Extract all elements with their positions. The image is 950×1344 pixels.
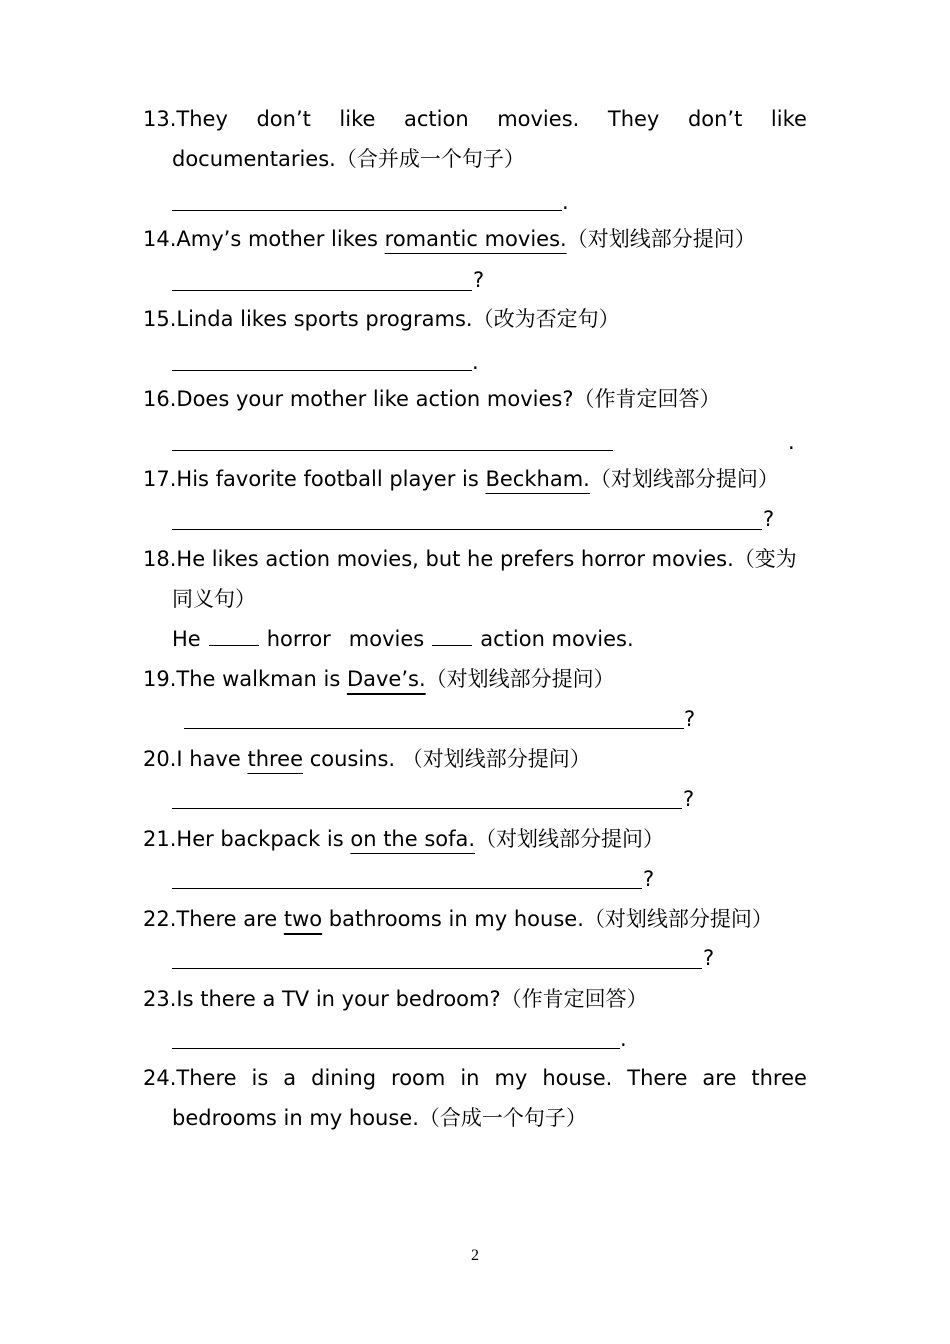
word: 24.There xyxy=(143,1066,237,1090)
word: don’t xyxy=(687,107,743,131)
q19-underlined-part: Dave’s. xyxy=(346,667,426,691)
q17-text: 17.His favorite football player is xyxy=(143,467,486,491)
q21-underlined-part: on the sofa. xyxy=(350,827,476,851)
q17-answer-blank[interactable] xyxy=(172,529,762,530)
word: 13.They xyxy=(143,107,228,131)
q17-end-mark: ? xyxy=(763,507,775,531)
q18-question-line1: 18.He likes action movies, but he prefers horror movies.（变为 xyxy=(143,547,797,571)
q21-text: 21.Her backpack is xyxy=(143,827,351,851)
q15-end-mark: . xyxy=(472,350,479,374)
q14-text: 14.Amy’s mother likes xyxy=(143,227,385,251)
q18-blank-1[interactable] xyxy=(209,625,259,646)
q13-line2: documentaries.（合并成一个句子） xyxy=(172,147,525,171)
q24-line2: bedrooms in my house.（合成一个句子） xyxy=(172,1106,587,1130)
q13-end-mark: . xyxy=(562,190,569,214)
word: a xyxy=(283,1066,297,1090)
q13-line1 xyxy=(143,105,807,133)
q19-question xyxy=(143,665,615,693)
q19-instruction: （对划线部分提问） xyxy=(425,667,615,691)
q20-instruction: cousins. （对划线部分提问） xyxy=(303,747,591,771)
q18-answer-word: horror xyxy=(266,627,331,651)
word: action xyxy=(404,107,469,131)
word: like xyxy=(339,107,376,131)
word: room xyxy=(391,1066,446,1090)
q18-answer-line xyxy=(172,625,634,653)
q24-line1 xyxy=(143,1064,807,1092)
word: are xyxy=(702,1066,737,1090)
q23-question: 23.Is there a TV in your bedroom?（作肯定回答） xyxy=(143,987,648,1011)
word: There xyxy=(627,1066,688,1090)
q15-question: 15.Linda likes sports programs.（改为否定句） xyxy=(143,307,620,331)
q21-instruction: （对划线部分提问） xyxy=(475,827,665,851)
word: like xyxy=(770,107,807,131)
q22-end-mark: ? xyxy=(703,946,715,970)
word: in xyxy=(460,1066,480,1090)
q18-answer-word: He xyxy=(172,627,201,651)
q20-text: 20.I have xyxy=(143,747,248,771)
q16-question: 16.Does your mother like action movies?（作肯定回答） xyxy=(143,387,721,411)
q16-end-mark: . xyxy=(788,430,795,454)
q14-answer-blank[interactable] xyxy=(172,290,472,291)
q14-underlined-part: romantic movies. xyxy=(384,227,567,251)
q14-end-mark: ? xyxy=(473,268,485,292)
q17-underlined-part: Beckham. xyxy=(485,467,590,491)
q18-blank-2[interactable] xyxy=(432,625,472,646)
word: dining xyxy=(311,1066,377,1090)
q21-answer-blank[interactable] xyxy=(172,888,642,889)
q13-answer-blank[interactable] xyxy=(172,210,562,211)
word: They xyxy=(607,107,660,131)
q20-underlined-part: three xyxy=(247,747,304,771)
q20-question xyxy=(143,745,591,773)
q23-end-mark: . xyxy=(620,1027,627,1051)
q17-question xyxy=(143,465,779,493)
q16-answer-blank[interactable] xyxy=(172,450,613,451)
q19-answer-blank[interactable] xyxy=(184,728,684,729)
q22-question xyxy=(143,905,773,933)
q23-answer-blank[interactable] xyxy=(172,1048,620,1049)
q22-instruction: bathrooms in my house.（对划线部分提问） xyxy=(322,907,773,931)
q22-underlined-part: two xyxy=(283,907,323,931)
q17-instruction: （对划线部分提问） xyxy=(589,467,779,491)
q15-answer-blank[interactable] xyxy=(172,370,472,371)
page-number: 2 xyxy=(471,1247,479,1264)
q20-answer-blank[interactable] xyxy=(172,808,682,809)
word: house. xyxy=(542,1066,613,1090)
word: my xyxy=(494,1066,528,1090)
q20-end-mark: ? xyxy=(683,787,695,811)
q19-end-mark: ? xyxy=(684,707,696,731)
q18-question-line2: 同义句） xyxy=(172,587,256,611)
q21-question xyxy=(143,825,664,853)
word: don’t xyxy=(256,107,311,131)
q21-end-mark: ? xyxy=(643,867,655,891)
word: movies. xyxy=(497,107,580,131)
word: three xyxy=(751,1066,807,1090)
q18-answer-word: movies xyxy=(348,627,425,651)
q22-answer-blank[interactable] xyxy=(172,968,702,969)
q19-text: 19.The walkman is xyxy=(143,667,347,691)
q14-instruction: （对划线部分提问） xyxy=(566,227,756,251)
q18-answer-word: action movies. xyxy=(480,627,634,651)
word: is xyxy=(251,1066,269,1090)
q22-text: 22.There are xyxy=(143,907,284,931)
q14-question xyxy=(143,225,756,253)
